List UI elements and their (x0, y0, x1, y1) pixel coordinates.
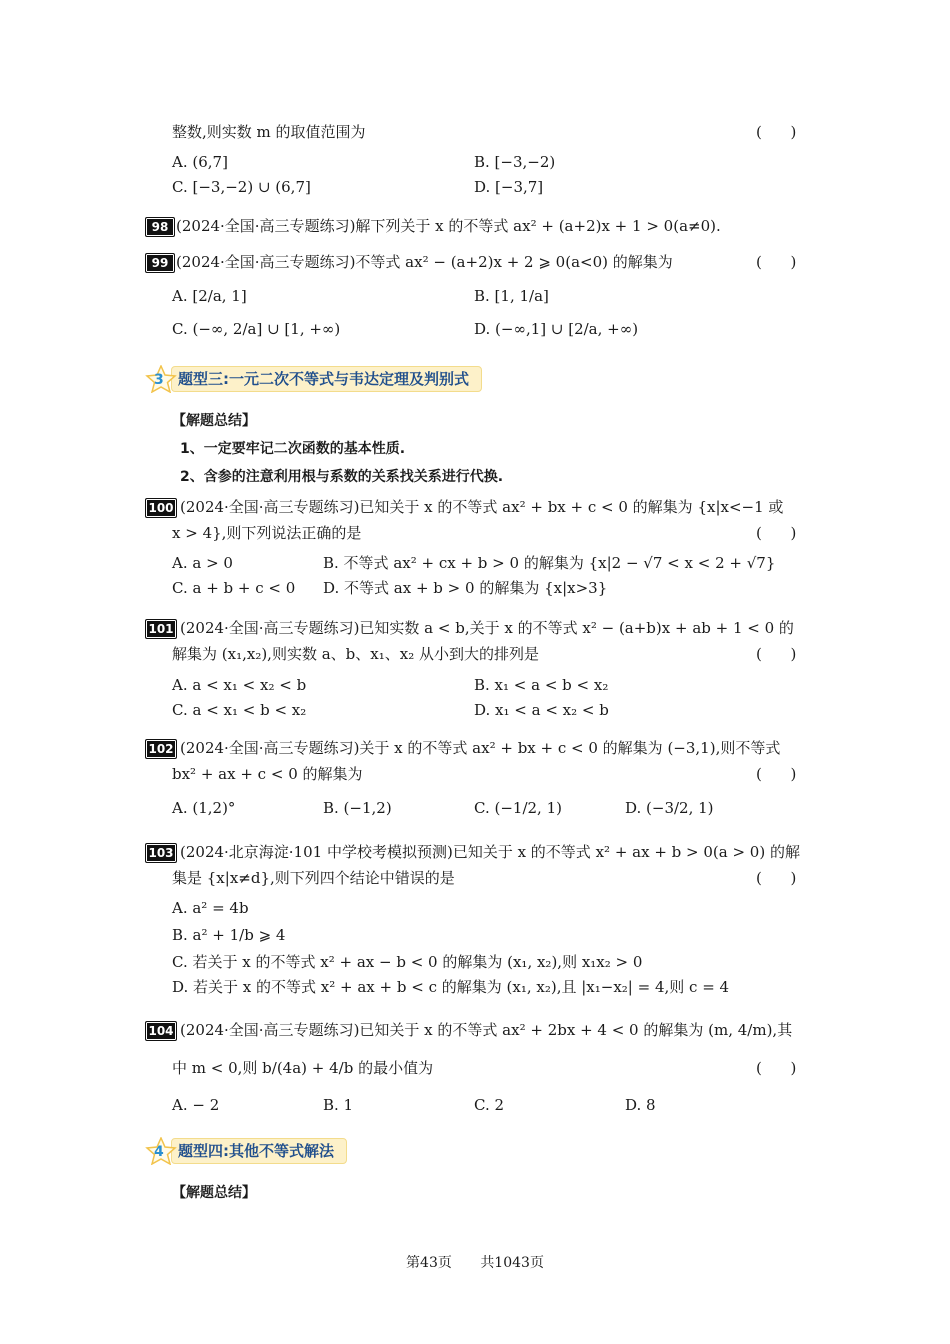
question-number-102: 102 (145, 739, 177, 759)
question-number-98: 98 (145, 217, 175, 237)
option-a: A. a < x₁ < x₂ < b (172, 676, 307, 694)
question-stem-tail: 整数,则实数 m 的取值范围为 (172, 123, 366, 141)
section-number: 3 (154, 372, 164, 388)
question-102-line2: bx² + ax + c < 0 的解集为 (172, 765, 363, 783)
summary-item: 2、含参的注意利用根与系数的关系找关系进行代换. (180, 469, 504, 485)
answer-bracket: ( ) (756, 123, 797, 141)
option-c: C. a < x₁ < b < x₂ (172, 701, 307, 719)
question-101-line2: 解集为 (x₁,x₂),则实数 a、b、x₁、x₂ 从小到大的排列是 (172, 645, 539, 663)
option-c: C. (−∞, 2/a] ∪ [1, +∞) (172, 320, 341, 338)
answer-bracket: ( ) (756, 253, 797, 271)
option-d: D. 不等式 ax + b > 0 的解集为 {x|x>3} (323, 579, 608, 597)
option-b: B. 1 (323, 1096, 354, 1114)
question-103-line1: (2024·北京海淀·101 中学校考模拟预测)已知关于 x 的不等式 x² + ax + b > 0(a > 0) 的解 (180, 843, 800, 861)
option-a: A. (6,7] (172, 153, 228, 171)
option-a: A. − 2 (172, 1096, 220, 1114)
answer-bracket: ( ) (756, 765, 797, 783)
section-title: 题型四:其他不等式解法 (171, 1138, 347, 1164)
question-104-line1: (2024·全国·高三专题练习)已知关于 x 的不等式 ax² + 2bx + 4 < 0 的解集为 (m, 4/m),其 (180, 1021, 793, 1039)
question-100-line2: x > 4},则下列说法正确的是 (172, 524, 362, 542)
option-b: B. [−3,−2) (474, 153, 556, 171)
star-badge-icon (145, 365, 177, 393)
option-c: C. 若关于 x 的不等式 x² + ax − b < 0 的解集为 (x₁, x₂),则 x₁x₂ > 0 (172, 953, 643, 971)
option-b: B. 不等式 ax² + cx + b > 0 的解集为 {x|2 − √7 < x < 2 + √7} (323, 554, 776, 572)
option-a: A. (1,2)° (172, 799, 236, 817)
option-b: B. a² + 1/b ⩾ 4 (172, 926, 286, 944)
answer-bracket: ( ) (756, 645, 797, 663)
section-header-3 (145, 365, 482, 393)
option-c: C. [−3,−2) ∪ (6,7] (172, 178, 311, 196)
summary-item: 1、一定要牢记二次函数的基本性质. (180, 441, 406, 457)
page-total: 共1043页 (480, 1255, 544, 1271)
page-number: 第43页 (406, 1255, 452, 1271)
section-number: 4 (154, 1144, 164, 1160)
summary-heading: 【解题总结】 (172, 413, 256, 429)
answer-bracket: ( ) (756, 524, 797, 542)
summary-heading: 【解题总结】 (172, 1185, 256, 1201)
question-number-99: 99 (145, 253, 175, 273)
question-number-100: 100 (145, 498, 177, 518)
question-100-line1: (2024·全国·高三专题练习)已知关于 x 的不等式 ax² + bx + c < 0 的解集为 {x|x<−1 或 (180, 498, 784, 516)
question-103-line2: 集是 {x|x≠d},则下列四个结论中错误的是 (172, 869, 455, 887)
option-c: C. 2 (474, 1096, 505, 1114)
question-number-104: 104 (145, 1021, 177, 1041)
question-number-101: 101 (145, 619, 177, 639)
option-d: D. (−∞,1] ∪ [2/a, +∞) (474, 320, 639, 338)
question-99-text: (2024·全国·高三专题练习)不等式 ax² − (a+2)x + 2 ⩾ 0(a<0) 的解集为 (176, 253, 673, 271)
option-b: B. [1, 1/a] (474, 287, 549, 305)
option-d: D. 若关于 x 的不等式 x² + ax + b < c 的解集为 (x₁, x₂),且 |x₁−x₂| = 4,则 c = 4 (172, 978, 730, 996)
star-badge-icon (145, 1137, 177, 1165)
page-footer (0, 1252, 950, 1272)
option-c: C. (−1/2, 1) (474, 799, 562, 817)
option-a: A. a² = 4b (172, 899, 249, 917)
option-d: D. (−3/2, 1) (625, 799, 714, 817)
option-d: D. x₁ < a < x₂ < b (474, 701, 609, 719)
option-b: B. x₁ < a < b < x₂ (474, 676, 609, 694)
option-c: C. a + b + c < 0 (172, 579, 296, 597)
answer-bracket: ( ) (756, 869, 797, 887)
option-a: A. [2/a, 1] (172, 287, 247, 305)
option-d: D. [−3,7] (474, 178, 544, 196)
section-title: 题型三:一元二次不等式与韦达定理及判别式 (171, 366, 482, 392)
question-102-line1: (2024·全国·高三专题练习)关于 x 的不等式 ax² + bx + c < 0 的解集为 (−3,1),则不等式 (180, 739, 781, 757)
option-a: A. a > 0 (172, 554, 233, 572)
section-header-4 (145, 1137, 347, 1165)
question-104-line2: 中 m < 0,则 b/(4a) + 4/b 的最小值为 (172, 1059, 434, 1077)
question-number-103: 103 (145, 843, 177, 863)
answer-bracket: ( ) (756, 1059, 797, 1077)
question-101-line1: (2024·全国·高三专题练习)已知实数 a < b,关于 x 的不等式 x² − (a+b)x + ab + 1 < 0 的 (180, 619, 794, 637)
question-98-text: (2024·全国·高三专题练习)解下列关于 x 的不等式 ax² + (a+2)x + 1 > 0(a≠0). (176, 217, 721, 235)
option-d: D. 8 (625, 1096, 656, 1114)
option-b: B. (−1,2) (323, 799, 392, 817)
